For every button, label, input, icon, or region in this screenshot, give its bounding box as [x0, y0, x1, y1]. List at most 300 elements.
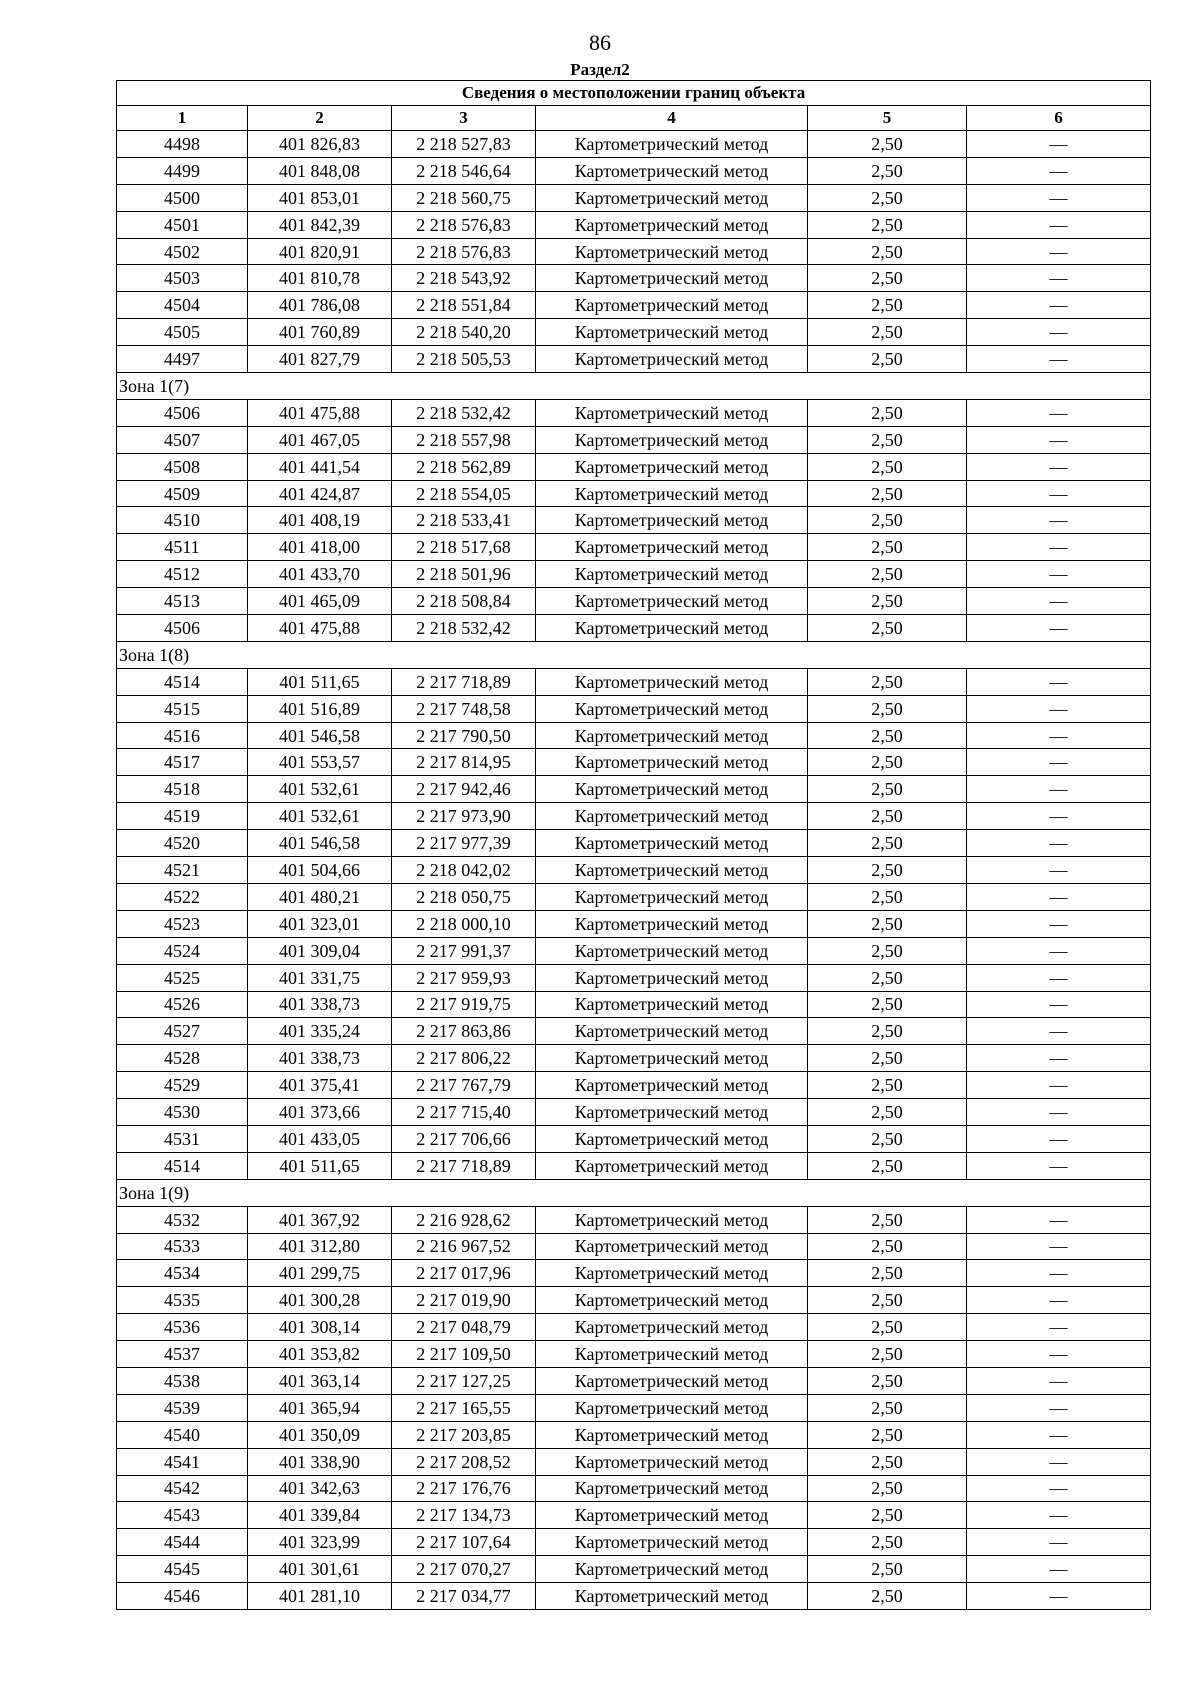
description-cell: — — [967, 561, 1151, 588]
x-coordinate-cell: 401 418,00 — [248, 534, 392, 561]
x-coordinate-cell: 401 553,57 — [248, 749, 392, 776]
point-number-cell: 4535 — [117, 1287, 248, 1314]
y-coordinate-cell: 2 218 501,96 — [392, 561, 536, 588]
point-number-cell: 4517 — [117, 749, 248, 776]
method-cell: Картометрический метод — [536, 803, 808, 830]
method-cell: Картометрический метод — [536, 1341, 808, 1368]
accuracy-cell: 2,50 — [808, 1072, 967, 1099]
point-number-cell: 4542 — [117, 1475, 248, 1502]
x-coordinate-cell: 401 299,75 — [248, 1260, 392, 1287]
method-cell: Картометрический метод — [536, 1529, 808, 1556]
method-cell: Картометрический метод — [536, 1206, 808, 1233]
point-number-cell: 4544 — [117, 1529, 248, 1556]
method-cell: Картометрический метод — [536, 211, 808, 238]
description-cell: — — [967, 211, 1151, 238]
x-coordinate-cell: 401 300,28 — [248, 1287, 392, 1314]
y-coordinate-cell: 2 217 706,66 — [392, 1125, 536, 1152]
accuracy-cell: 2,50 — [808, 1260, 967, 1287]
table-row — [117, 426, 1151, 453]
x-coordinate-cell: 401 408,19 — [248, 507, 392, 534]
method-cell: Картометрический метод — [536, 346, 808, 373]
accuracy-cell: 2,50 — [808, 964, 967, 991]
table-row — [117, 910, 1151, 937]
table-row — [117, 1341, 1151, 1368]
description-cell: — — [967, 399, 1151, 426]
point-number-cell: 4497 — [117, 346, 248, 373]
x-coordinate-cell: 401 546,58 — [248, 830, 392, 857]
point-number-cell: 4527 — [117, 1018, 248, 1045]
point-number-cell: 4515 — [117, 695, 248, 722]
y-coordinate-cell: 2 217 208,52 — [392, 1448, 536, 1475]
table-row — [117, 615, 1151, 642]
x-coordinate-cell: 401 848,08 — [248, 157, 392, 184]
x-coordinate-cell: 401 511,65 — [248, 1152, 392, 1179]
accuracy-cell: 2,50 — [808, 830, 967, 857]
method-cell: Картометрический метод — [536, 1072, 808, 1099]
zone-row — [117, 373, 1151, 400]
point-number-cell: 4524 — [117, 937, 248, 964]
table-row — [117, 1233, 1151, 1260]
y-coordinate-cell: 2 217 107,64 — [392, 1529, 536, 1556]
accuracy-cell: 2,50 — [808, 157, 967, 184]
table-row — [117, 937, 1151, 964]
method-cell: Картометрический метод — [536, 964, 808, 991]
y-coordinate-cell: 2 218 540,20 — [392, 319, 536, 346]
page-number: 86 — [589, 30, 611, 55]
x-coordinate-cell: 401 312,80 — [248, 1233, 392, 1260]
x-coordinate-cell: 401 826,83 — [248, 131, 392, 158]
description-cell: — — [967, 1206, 1151, 1233]
table-row — [117, 668, 1151, 695]
accuracy-cell: 2,50 — [808, 507, 967, 534]
y-coordinate-cell: 2 218 050,75 — [392, 883, 536, 910]
table-row — [117, 695, 1151, 722]
point-number-cell: 4533 — [117, 1233, 248, 1260]
point-number-cell: 4531 — [117, 1125, 248, 1152]
method-cell: Картометрический метод — [536, 1125, 808, 1152]
description-cell: — — [967, 964, 1151, 991]
y-coordinate-cell: 2 217 973,90 — [392, 803, 536, 830]
point-number-cell: 4507 — [117, 426, 248, 453]
point-number-cell: 4514 — [117, 668, 248, 695]
description-cell: — — [967, 184, 1151, 211]
x-coordinate-cell: 401 786,08 — [248, 292, 392, 319]
method-cell: Картометрический метод — [536, 1448, 808, 1475]
y-coordinate-cell: 2 217 070,27 — [392, 1556, 536, 1583]
x-coordinate-cell: 401 467,05 — [248, 426, 392, 453]
point-number-cell: 4506 — [117, 615, 248, 642]
description-cell: — — [967, 1421, 1151, 1448]
accuracy-cell: 2,50 — [808, 857, 967, 884]
description-cell: — — [967, 292, 1151, 319]
description-cell: — — [967, 1314, 1151, 1341]
column-number-6: 6 — [967, 106, 1151, 131]
description-cell: — — [967, 131, 1151, 158]
y-coordinate-cell: 2 217 806,22 — [392, 1045, 536, 1072]
description-cell: — — [967, 1099, 1151, 1126]
accuracy-cell: 2,50 — [808, 1341, 967, 1368]
point-number-cell: 4540 — [117, 1421, 248, 1448]
x-coordinate-cell: 401 475,88 — [248, 615, 392, 642]
accuracy-cell: 2,50 — [808, 534, 967, 561]
description-cell: — — [967, 1502, 1151, 1529]
x-coordinate-cell: 401 350,09 — [248, 1421, 392, 1448]
description-cell: — — [967, 1072, 1151, 1099]
point-number-cell: 4546 — [117, 1583, 248, 1610]
method-cell: Картометрический метод — [536, 561, 808, 588]
table-row — [117, 588, 1151, 615]
y-coordinate-cell: 2 217 034,77 — [392, 1583, 536, 1610]
table-row — [117, 238, 1151, 265]
table-row — [117, 534, 1151, 561]
point-number-cell: 4498 — [117, 131, 248, 158]
description-cell: — — [967, 668, 1151, 695]
x-coordinate-cell: 401 375,41 — [248, 1072, 392, 1099]
point-number-cell: 4521 — [117, 857, 248, 884]
accuracy-cell: 2,50 — [808, 668, 967, 695]
table-row — [117, 1072, 1151, 1099]
method-cell: Картометрический метод — [536, 507, 808, 534]
method-cell: Картометрический метод — [536, 265, 808, 292]
x-coordinate-cell: 401 424,87 — [248, 480, 392, 507]
point-number-cell: 4522 — [117, 883, 248, 910]
y-coordinate-cell: 2 217 942,46 — [392, 776, 536, 803]
y-coordinate-cell: 2 218 551,84 — [392, 292, 536, 319]
x-coordinate-cell: 401 335,24 — [248, 1018, 392, 1045]
y-coordinate-cell: 2 216 928,62 — [392, 1206, 536, 1233]
method-cell: Картометрический метод — [536, 1556, 808, 1583]
table-row — [117, 830, 1151, 857]
method-cell: Картометрический метод — [536, 1287, 808, 1314]
point-number-cell: 4538 — [117, 1367, 248, 1394]
point-number-cell: 4511 — [117, 534, 248, 561]
description-cell: — — [967, 588, 1151, 615]
y-coordinate-cell: 2 217 165,55 — [392, 1394, 536, 1421]
point-number-cell: 4525 — [117, 964, 248, 991]
x-coordinate-cell: 401 338,90 — [248, 1448, 392, 1475]
description-cell: — — [967, 857, 1151, 884]
method-cell: Картометрический метод — [536, 319, 808, 346]
table-row — [117, 1125, 1151, 1152]
method-cell: Картометрический метод — [536, 883, 808, 910]
table-row — [117, 561, 1151, 588]
description-cell: — — [967, 238, 1151, 265]
description-cell: — — [967, 937, 1151, 964]
y-coordinate-cell: 2 217 919,75 — [392, 991, 536, 1018]
y-coordinate-cell: 2 217 715,40 — [392, 1099, 536, 1126]
y-coordinate-cell: 2 218 527,83 — [392, 131, 536, 158]
table-body — [117, 131, 1151, 1610]
description-cell: — — [967, 695, 1151, 722]
method-cell: Картометрический метод — [536, 1018, 808, 1045]
point-number-cell: 4537 — [117, 1341, 248, 1368]
table-row — [117, 1099, 1151, 1126]
x-coordinate-cell: 401 827,79 — [248, 346, 392, 373]
y-coordinate-cell: 2 216 967,52 — [392, 1233, 536, 1260]
point-number-cell: 4532 — [117, 1206, 248, 1233]
column-number-row — [117, 106, 1151, 131]
zone-row — [117, 1179, 1151, 1206]
y-coordinate-cell: 2 217 767,79 — [392, 1072, 536, 1099]
y-coordinate-cell: 2 217 814,95 — [392, 749, 536, 776]
x-coordinate-cell: 401 532,61 — [248, 803, 392, 830]
accuracy-cell: 2,50 — [808, 1367, 967, 1394]
table-row — [117, 507, 1151, 534]
accuracy-cell: 2,50 — [808, 346, 967, 373]
table-caption-row — [117, 81, 1151, 106]
y-coordinate-cell: 2 218 533,41 — [392, 507, 536, 534]
y-coordinate-cell: 2 218 532,42 — [392, 615, 536, 642]
y-coordinate-cell: 2 218 508,84 — [392, 588, 536, 615]
point-number-cell: 4514 — [117, 1152, 248, 1179]
y-coordinate-cell: 2 218 560,75 — [392, 184, 536, 211]
table-row — [117, 1475, 1151, 1502]
method-cell: Картометрический метод — [536, 830, 808, 857]
description-cell: — — [967, 1287, 1151, 1314]
description-cell: — — [967, 1583, 1151, 1610]
table-row — [117, 184, 1151, 211]
y-coordinate-cell: 2 217 203,85 — [392, 1421, 536, 1448]
accuracy-cell: 2,50 — [808, 211, 967, 238]
accuracy-cell: 2,50 — [808, 1448, 967, 1475]
method-cell: Картометрический метод — [536, 292, 808, 319]
accuracy-cell: 2,50 — [808, 722, 967, 749]
y-coordinate-cell: 2 217 977,39 — [392, 830, 536, 857]
accuracy-cell: 2,50 — [808, 749, 967, 776]
method-cell: Картометрический метод — [536, 1421, 808, 1448]
accuracy-cell: 2,50 — [808, 453, 967, 480]
description-cell: — — [967, 346, 1151, 373]
method-cell: Картометрический метод — [536, 615, 808, 642]
point-number-cell: 4499 — [117, 157, 248, 184]
accuracy-cell: 2,50 — [808, 588, 967, 615]
x-coordinate-cell: 401 363,14 — [248, 1367, 392, 1394]
accuracy-cell: 2,50 — [808, 426, 967, 453]
point-number-cell: 4502 — [117, 238, 248, 265]
y-coordinate-cell: 2 218 554,05 — [392, 480, 536, 507]
x-coordinate-cell: 401 853,01 — [248, 184, 392, 211]
description-cell: — — [967, 1152, 1151, 1179]
table-row — [117, 1556, 1151, 1583]
x-coordinate-cell: 401 842,39 — [248, 211, 392, 238]
point-number-cell: 4513 — [117, 588, 248, 615]
x-coordinate-cell: 401 353,82 — [248, 1341, 392, 1368]
table-row — [117, 883, 1151, 910]
method-cell: Картометрический метод — [536, 1475, 808, 1502]
method-cell: Картометрический метод — [536, 1260, 808, 1287]
table-row — [117, 265, 1151, 292]
table-row — [117, 803, 1151, 830]
accuracy-cell: 2,50 — [808, 561, 967, 588]
method-cell: Картометрический метод — [536, 238, 808, 265]
accuracy-cell: 2,50 — [808, 1529, 967, 1556]
point-number-cell: 4516 — [117, 722, 248, 749]
method-cell: Картометрический метод — [536, 857, 808, 884]
x-coordinate-cell: 401 433,70 — [248, 561, 392, 588]
accuracy-cell: 2,50 — [808, 803, 967, 830]
accuracy-cell: 2,50 — [808, 1583, 967, 1610]
x-coordinate-cell: 401 309,04 — [248, 937, 392, 964]
y-coordinate-cell: 2 217 048,79 — [392, 1314, 536, 1341]
description-cell: — — [967, 1448, 1151, 1475]
method-cell: Картометрический метод — [536, 1367, 808, 1394]
method-cell: Картометрический метод — [536, 695, 808, 722]
accuracy-cell: 2,50 — [808, 1502, 967, 1529]
accuracy-cell: 2,50 — [808, 480, 967, 507]
accuracy-cell: 2,50 — [808, 1233, 967, 1260]
accuracy-cell: 2,50 — [808, 1287, 967, 1314]
description-cell: — — [967, 910, 1151, 937]
y-coordinate-cell: 2 218 546,64 — [392, 157, 536, 184]
zone-label: Зона 1(8) — [117, 641, 1151, 668]
method-cell: Картометрический метод — [536, 776, 808, 803]
table-caption: Сведения о местоположении границ объекта — [117, 81, 1151, 106]
x-coordinate-cell: 401 532,61 — [248, 776, 392, 803]
x-coordinate-cell: 401 516,89 — [248, 695, 392, 722]
y-coordinate-cell: 2 217 019,90 — [392, 1287, 536, 1314]
y-coordinate-cell: 2 218 517,68 — [392, 534, 536, 561]
method-cell: Картометрический метод — [536, 910, 808, 937]
description-cell: — — [967, 1018, 1151, 1045]
y-coordinate-cell: 2 217 991,37 — [392, 937, 536, 964]
description-cell: — — [967, 426, 1151, 453]
point-number-cell: 4541 — [117, 1448, 248, 1475]
table-row — [117, 1260, 1151, 1287]
table-row — [117, 857, 1151, 884]
description-cell: — — [967, 507, 1151, 534]
description-cell: — — [967, 722, 1151, 749]
table-row — [117, 319, 1151, 346]
y-coordinate-cell: 2 218 576,83 — [392, 211, 536, 238]
description-cell: — — [967, 1233, 1151, 1260]
column-number-1: 1 — [117, 106, 248, 131]
point-number-cell: 4523 — [117, 910, 248, 937]
accuracy-cell: 2,50 — [808, 1152, 967, 1179]
x-coordinate-cell: 401 810,78 — [248, 265, 392, 292]
method-cell: Картометрический метод — [536, 184, 808, 211]
description-cell: — — [967, 319, 1151, 346]
x-coordinate-cell: 401 760,89 — [248, 319, 392, 346]
y-coordinate-cell: 2 217 127,25 — [392, 1367, 536, 1394]
x-coordinate-cell: 401 433,05 — [248, 1125, 392, 1152]
point-number-cell: 4539 — [117, 1394, 248, 1421]
method-cell: Картометрический метод — [536, 480, 808, 507]
y-coordinate-cell: 2 217 109,50 — [392, 1341, 536, 1368]
description-cell: — — [967, 534, 1151, 561]
y-coordinate-cell: 2 217 790,50 — [392, 722, 536, 749]
accuracy-cell: 2,50 — [808, 131, 967, 158]
zone-label: Зона 1(7) — [117, 373, 1151, 400]
table-row — [117, 1448, 1151, 1475]
method-cell: Картометрический метод — [536, 991, 808, 1018]
table-row — [117, 1206, 1151, 1233]
x-coordinate-cell: 401 546,58 — [248, 722, 392, 749]
method-cell: Картометрический метод — [536, 1099, 808, 1126]
table-row — [117, 1421, 1151, 1448]
method-cell: Картометрический метод — [536, 1233, 808, 1260]
accuracy-cell: 2,50 — [808, 1556, 967, 1583]
table-row — [117, 211, 1151, 238]
point-number-cell: 4510 — [117, 507, 248, 534]
accuracy-cell: 2,50 — [808, 292, 967, 319]
y-coordinate-cell: 2 217 718,89 — [392, 1152, 536, 1179]
description-cell: — — [967, 830, 1151, 857]
accuracy-cell: 2,50 — [808, 1314, 967, 1341]
point-number-cell: 4536 — [117, 1314, 248, 1341]
table-row — [117, 1529, 1151, 1556]
coordinates-table — [116, 80, 1151, 1610]
zone-row — [117, 641, 1151, 668]
table-row — [117, 749, 1151, 776]
x-coordinate-cell: 401 342,63 — [248, 1475, 392, 1502]
table-row — [117, 964, 1151, 991]
point-number-cell: 4543 — [117, 1502, 248, 1529]
y-coordinate-cell: 2 217 863,86 — [392, 1018, 536, 1045]
method-cell: Картометрический метод — [536, 937, 808, 964]
method-cell: Картометрический метод — [536, 722, 808, 749]
description-cell: — — [967, 453, 1151, 480]
method-cell: Картометрический метод — [536, 426, 808, 453]
x-coordinate-cell: 401 365,94 — [248, 1394, 392, 1421]
x-coordinate-cell: 401 511,65 — [248, 668, 392, 695]
method-cell: Картометрический метод — [536, 1394, 808, 1421]
x-coordinate-cell: 401 367,92 — [248, 1206, 392, 1233]
point-number-cell: 4503 — [117, 265, 248, 292]
x-coordinate-cell: 401 323,99 — [248, 1529, 392, 1556]
accuracy-cell: 2,50 — [808, 1018, 967, 1045]
point-number-cell: 4545 — [117, 1556, 248, 1583]
x-coordinate-cell: 401 338,73 — [248, 991, 392, 1018]
x-coordinate-cell: 401 504,66 — [248, 857, 392, 884]
y-coordinate-cell: 2 218 505,53 — [392, 346, 536, 373]
x-coordinate-cell: 401 339,84 — [248, 1502, 392, 1529]
table-row — [117, 991, 1151, 1018]
description-cell: — — [967, 1556, 1151, 1583]
point-number-cell: 4519 — [117, 803, 248, 830]
table-row — [117, 1314, 1151, 1341]
table-row — [117, 480, 1151, 507]
x-coordinate-cell: 401 480,21 — [248, 883, 392, 910]
section-title: Раздел2 — [570, 60, 630, 79]
method-cell: Картометрический метод — [536, 588, 808, 615]
column-number-3: 3 — [392, 106, 536, 131]
method-cell: Картометрический метод — [536, 453, 808, 480]
method-cell: Картометрический метод — [536, 399, 808, 426]
point-number-cell: 4508 — [117, 453, 248, 480]
table-row — [117, 157, 1151, 184]
method-cell: Картометрический метод — [536, 157, 808, 184]
table-row — [117, 1152, 1151, 1179]
table-row — [117, 399, 1151, 426]
method-cell: Картометрический метод — [536, 534, 808, 561]
description-cell: — — [967, 991, 1151, 1018]
x-coordinate-cell: 401 281,10 — [248, 1583, 392, 1610]
accuracy-cell: 2,50 — [808, 1421, 967, 1448]
description-cell: — — [967, 1260, 1151, 1287]
point-number-cell: 4530 — [117, 1099, 248, 1126]
table-row — [117, 1018, 1151, 1045]
y-coordinate-cell: 2 217 017,96 — [392, 1260, 536, 1287]
method-cell: Картометрический метод — [536, 749, 808, 776]
description-cell: — — [967, 749, 1151, 776]
x-coordinate-cell: 401 820,91 — [248, 238, 392, 265]
accuracy-cell: 2,50 — [808, 238, 967, 265]
table-row — [117, 292, 1151, 319]
method-cell: Картометрический метод — [536, 1045, 808, 1072]
description-cell: — — [967, 1125, 1151, 1152]
point-number-cell: 4509 — [117, 480, 248, 507]
x-coordinate-cell: 401 301,61 — [248, 1556, 392, 1583]
